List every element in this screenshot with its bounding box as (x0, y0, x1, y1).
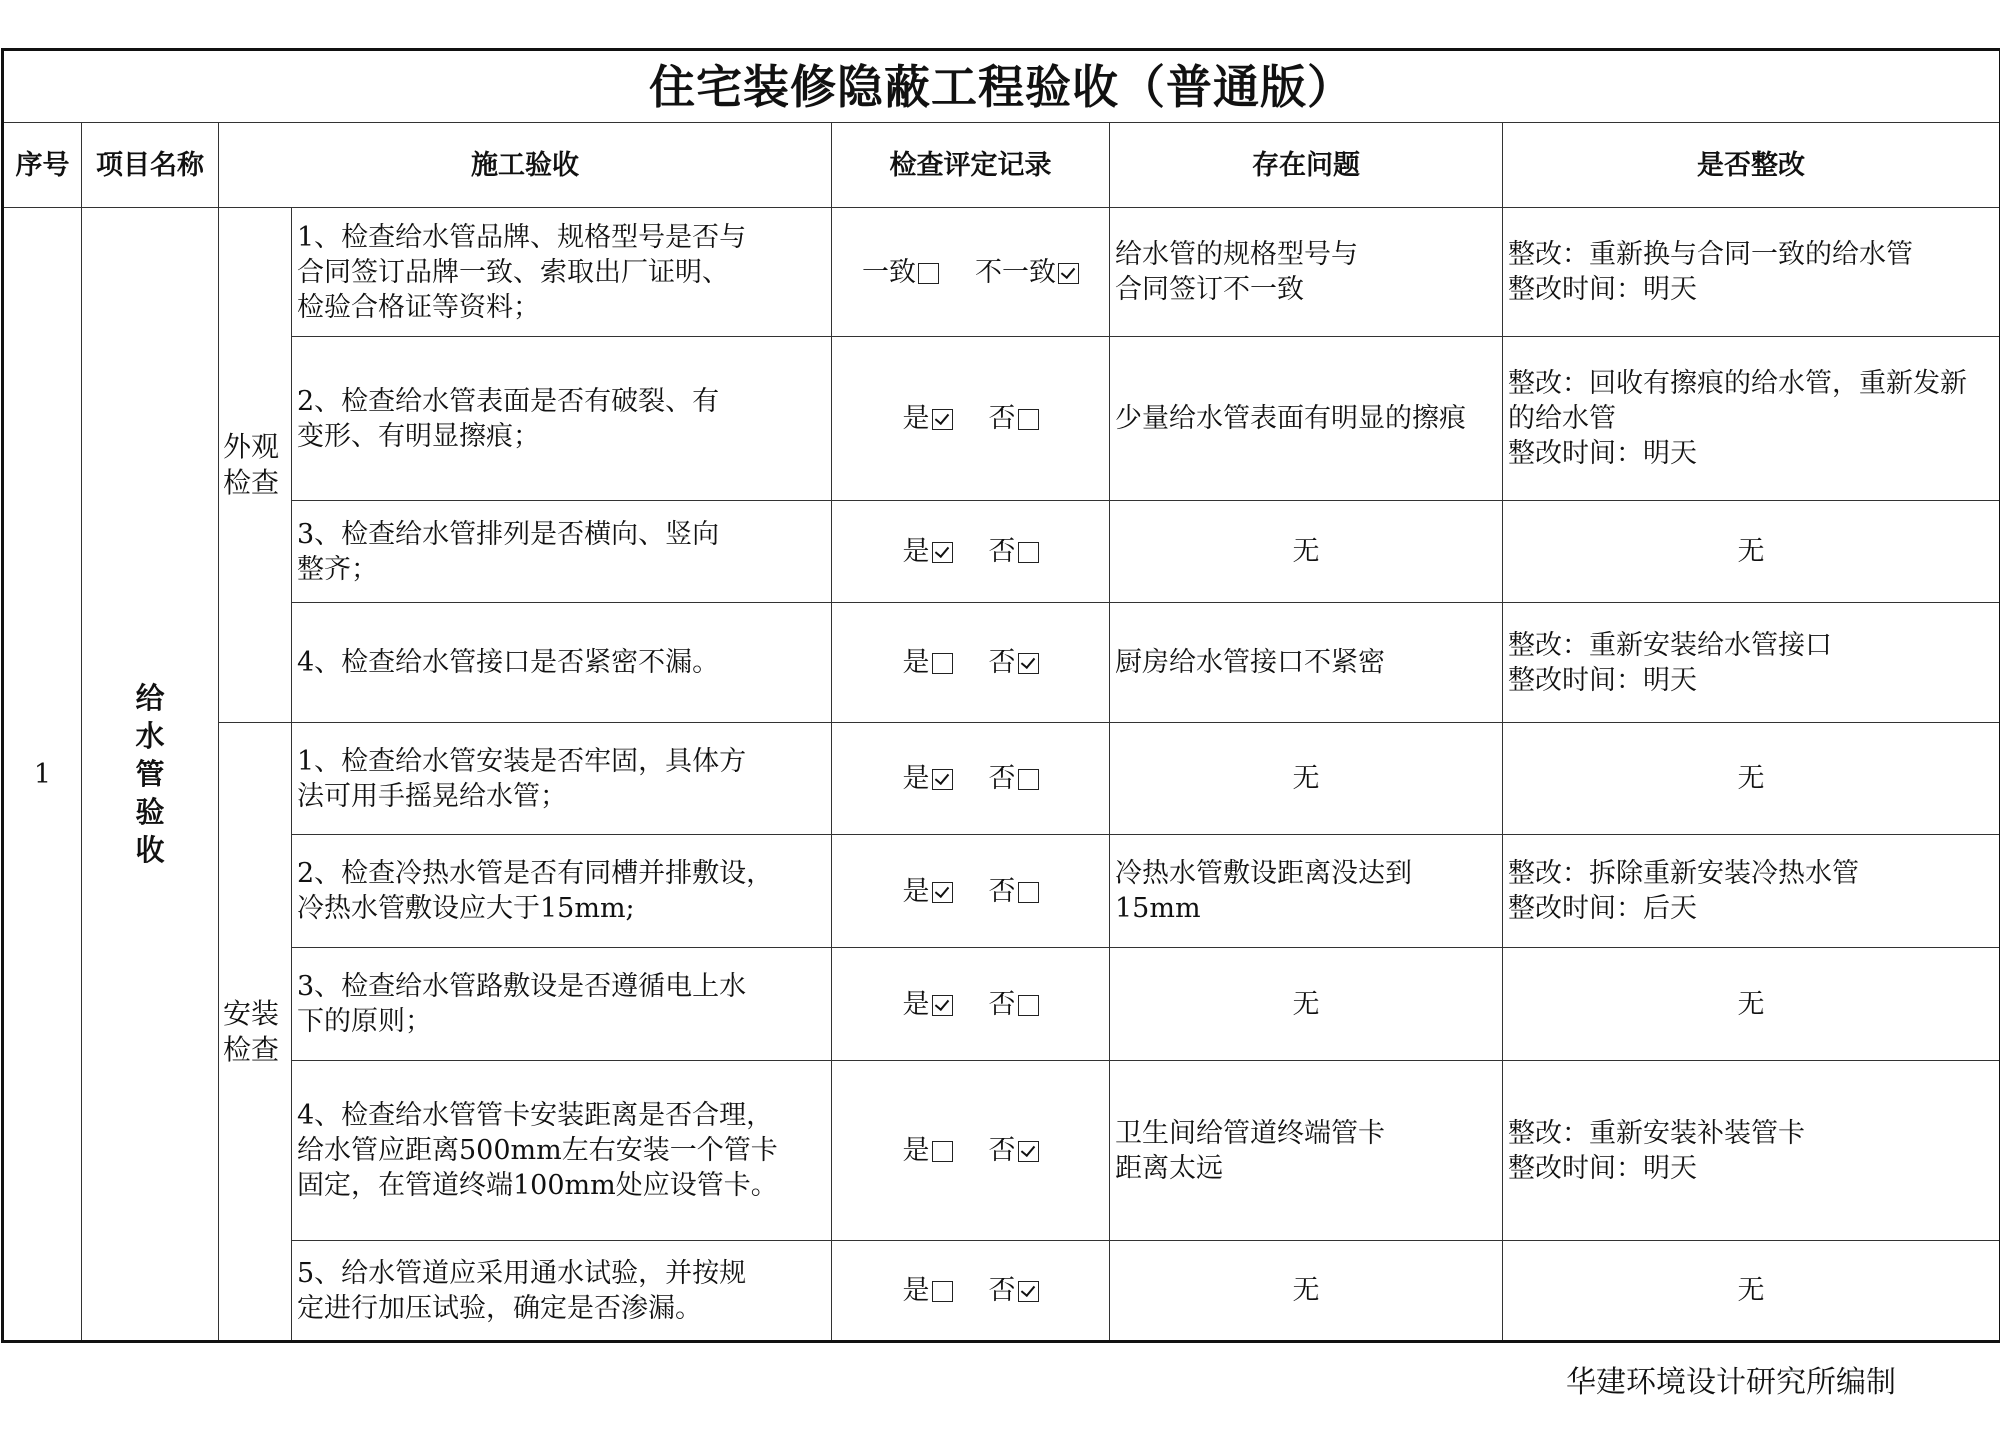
checkbox[interactable] (918, 263, 939, 284)
header-seq: 序号 (3, 123, 82, 208)
check-item: 1、检查给水管安装是否牢固，具体方 法可用手摇晃给水管； (292, 723, 832, 835)
option-label: 一致 (862, 256, 916, 288)
record-cell (832, 337, 1110, 501)
option (989, 987, 1039, 1022)
option (989, 761, 1039, 796)
record-cell (832, 603, 1110, 723)
checked-checkbox[interactable] (1058, 263, 1079, 284)
rectify-cell: 无 (1503, 1241, 2000, 1342)
option (989, 874, 1039, 909)
table-row (3, 948, 2000, 1061)
table-row (3, 603, 2000, 723)
option (903, 534, 953, 569)
header-construction: 施工验收 (219, 123, 832, 208)
record-cell (832, 1241, 1110, 1342)
record-cell (832, 723, 1110, 835)
group-cell: 安装检查 (219, 723, 292, 1342)
option (989, 401, 1039, 436)
record-cell (832, 501, 1110, 603)
rectify-cell: 无 (1503, 501, 2000, 603)
checked-checkbox[interactable] (932, 995, 953, 1016)
rectify-cell: 无 (1503, 723, 2000, 835)
checked-checkbox[interactable] (1018, 653, 1039, 674)
header-row (3, 123, 2000, 208)
option-label: 否 (988, 875, 1016, 907)
option-label: 是 (902, 403, 930, 434)
checkbox[interactable] (1018, 409, 1039, 430)
checked-checkbox[interactable] (932, 882, 953, 903)
table-row (3, 835, 2000, 948)
footer-credit: 华建环境设计研究所编制 (1566, 1365, 1896, 1400)
option-label: 是 (902, 988, 930, 1020)
option (903, 874, 953, 909)
option-label: 是 (902, 763, 930, 794)
option (903, 987, 953, 1022)
option (989, 534, 1039, 569)
header-record: 检查评定记录 (832, 123, 1110, 208)
option-label: 是 (902, 536, 930, 567)
option-label: 否 (988, 536, 1016, 567)
rectify-cell: 整改：拆除重新安装冷热水管 整改时间：后天 (1503, 835, 2000, 948)
table-row (3, 501, 2000, 603)
option (989, 1273, 1039, 1308)
option (903, 401, 953, 436)
option-label: 否 (988, 403, 1016, 434)
problem-cell: 无 (1110, 723, 1503, 835)
checkbox[interactable] (1018, 542, 1039, 563)
header-problem: 存在问题 (1110, 123, 1503, 208)
record-cell (832, 1061, 1110, 1241)
option-label: 否 (988, 1275, 1016, 1306)
checkbox[interactable] (932, 1281, 953, 1302)
problem-cell: 无 (1110, 1241, 1503, 1342)
checkbox[interactable] (1018, 882, 1039, 903)
rectify-cell: 整改：重新安装补装管卡 整改时间：明天 (1503, 1061, 2000, 1241)
group-cell: 外观检查 (219, 208, 292, 723)
header-project: 项目名称 (82, 123, 219, 208)
table-row (3, 208, 2000, 337)
checked-checkbox[interactable] (932, 409, 953, 430)
option-label: 是 (902, 647, 930, 678)
check-item: 3、检查给水管排列是否横向、竖向 整齐； (292, 501, 832, 603)
project-name-cell (82, 208, 219, 1342)
option (903, 1133, 953, 1168)
option-label: 否 (988, 763, 1016, 794)
option-label: 否 (988, 1135, 1016, 1166)
rectify-cell: 整改：重新换与合同一致的给水管 整改时间：明天 (1503, 208, 2000, 337)
acceptance-table (1, 48, 2000, 1343)
option-label: 不一致 (975, 256, 1056, 288)
option (989, 1133, 1039, 1168)
seq-cell: 1 (3, 208, 82, 1342)
checkbox[interactable] (1018, 769, 1039, 790)
check-item: 3、检查给水管路敷设是否遵循电上水 下的原则； (292, 948, 832, 1061)
option (989, 645, 1039, 680)
problem-cell: 给水管的规格型号与 合同签订不一致 (1110, 208, 1503, 337)
problem-cell: 无 (1110, 501, 1503, 603)
checked-checkbox[interactable] (1018, 1281, 1039, 1302)
option (903, 645, 953, 680)
table-row (3, 1241, 2000, 1342)
rectify-cell: 整改：重新安装给水管接口 整改时间：明天 (1503, 603, 2000, 723)
check-item: 1、检查给水管品牌、规格型号是否与 合同签订品牌一致、索取出厂证明、 检验合格证等资料； (292, 208, 832, 337)
problem-cell: 厨房给水管接口不紧密 (1110, 603, 1503, 723)
rectify-cell: 无 (1503, 948, 2000, 1061)
option-label: 是 (902, 1135, 930, 1166)
option (903, 1273, 953, 1308)
problem-cell: 冷热水管敷设距离没达到15mm (1110, 835, 1503, 948)
header-rectify: 是否整改 (1503, 123, 2000, 208)
checked-checkbox[interactable] (1018, 1141, 1039, 1162)
option-label: 否 (988, 988, 1016, 1020)
checked-checkbox[interactable] (932, 769, 953, 790)
rectify-cell: 整改：回收有擦痕的给水管，重新发新 的给水管 整改时间：明天 (1503, 337, 2000, 501)
option-label: 否 (988, 647, 1016, 678)
option (903, 761, 953, 796)
table-row (3, 337, 2000, 501)
checkbox[interactable] (932, 1141, 953, 1162)
page-title: 住宅装修隐蔽工程验收（普通版） (3, 50, 2000, 123)
checkbox[interactable] (1018, 995, 1039, 1016)
option-label: 是 (902, 1275, 930, 1306)
check-item: 5、给水管道应采用通水试验，并按规 定进行加压试验，确定是否渗漏。 (292, 1241, 832, 1342)
checked-checkbox[interactable] (932, 542, 953, 563)
check-item: 4、检查给水管管卡安装距离是否合理， 给水管应距离500mm左右安装一个管卡 固定，在管道终端100mm处应设管卡。 (292, 1061, 832, 1241)
option (862, 255, 939, 290)
option-label: 是 (902, 875, 930, 907)
table-row (3, 723, 2000, 835)
record-cell (832, 835, 1110, 948)
record-cell (832, 208, 1110, 337)
check-item: 2、检查冷热水管是否有同槽并排敷设， 冷热水管敷设应大于15mm; (292, 835, 832, 948)
record-cell (832, 948, 1110, 1061)
check-item: 2、检查给水管表面是否有破裂、有 变形、有明显擦痕； (292, 337, 832, 501)
table-row (3, 1061, 2000, 1241)
check-item: 4、检查给水管接口是否紧密不漏。 (292, 603, 832, 723)
problem-cell: 卫生间给管道终端管卡 距离太远 (1110, 1061, 1503, 1241)
problem-cell: 无 (1110, 948, 1503, 1061)
problem-cell: 少量给水管表面有明显的擦痕 (1110, 337, 1503, 501)
project-name: 给水管验收 (135, 681, 165, 867)
checkbox[interactable] (932, 653, 953, 674)
option (975, 255, 1079, 290)
